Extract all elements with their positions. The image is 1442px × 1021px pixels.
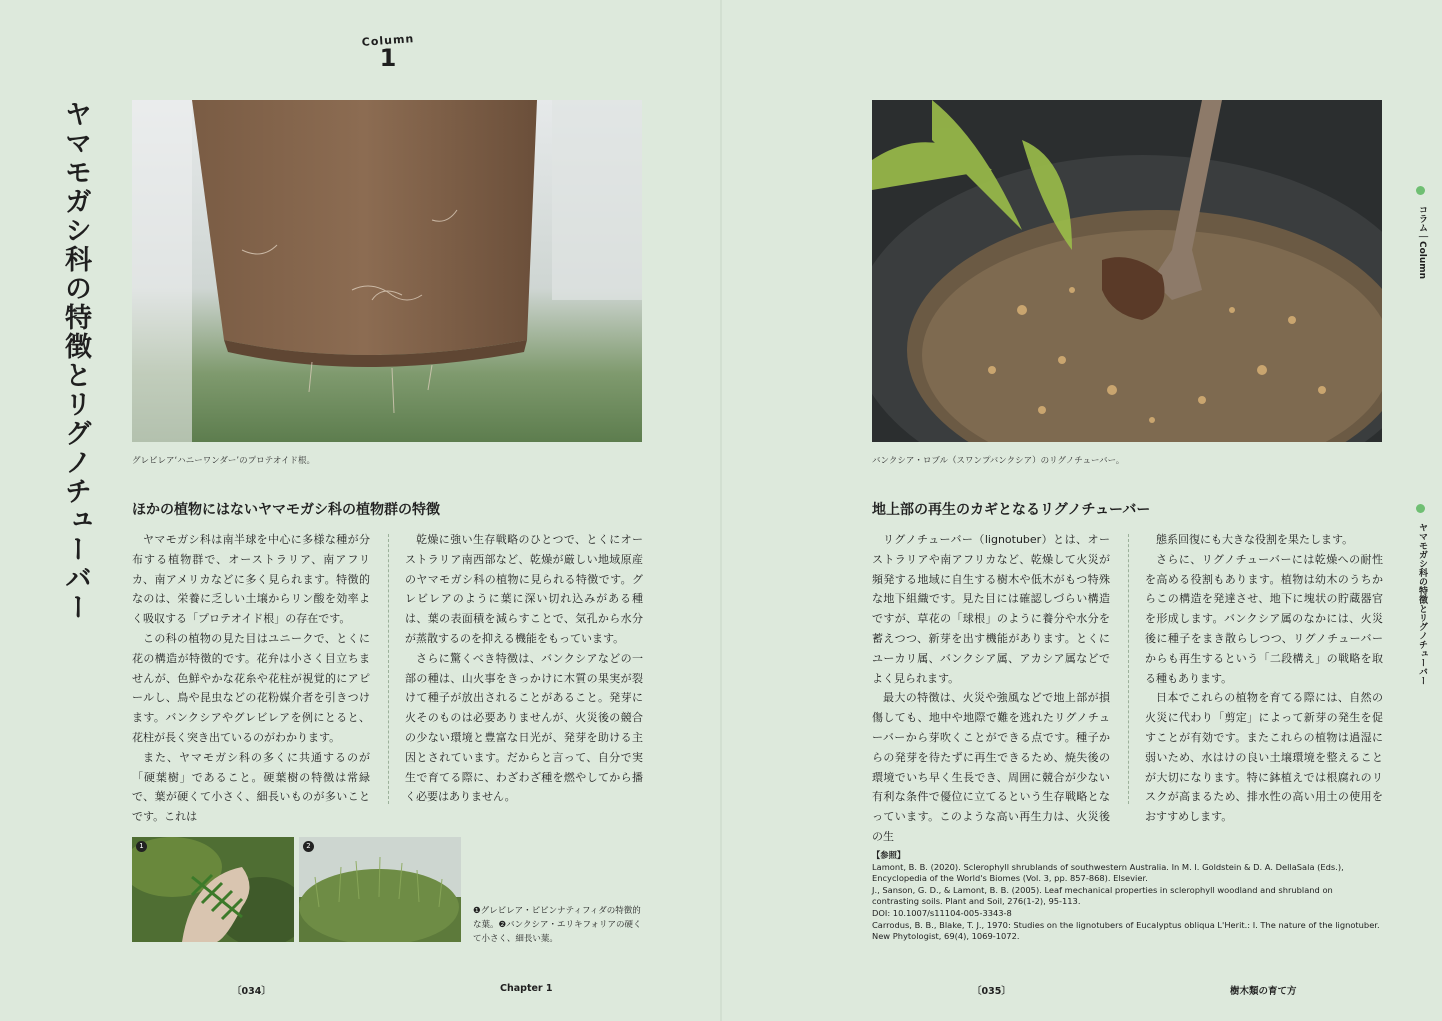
banksia-leaf-photo [299,837,461,942]
right-section-heading: 地上部の再生のカギとなるリグノチューバー [872,502,1151,518]
paragraph: また、ヤマモガシ科の多くに共通するのが「硬葉樹」であること。硬葉樹の特徴は常緑で、葉が硬くて小さく、細長いものが多いことです。これは [132,750,370,824]
side-tab-column [1416,180,1430,279]
paragraph: さらに驚くべき特徴は、バンクシアなどの一部の種は、山火事をきっかけに木質の果実が裂けて種子が放出されることがあること。発芽に火そのものは必要ありませんが、火災後の競合の少ない環境と豊富な日光が、発芽を助ける主因とされています。だからと言って、自分で実生で育てる際に、わざわざ種を燃やしてから播く必要はありません。 [405,651,643,804]
grevillea-leaf-photo [132,837,294,942]
column-badge-number: 1 [379,44,397,72]
right-photo-caption: バンクシア・ロブル（スワンプバンクシア）のリグノチューバー。 [872,456,1125,466]
lignotuber-photo [872,100,1382,442]
reference-item: DOI: 10.1007/s11104-005-3343-8 [872,907,1012,918]
paragraph: 乾燥に強い生存戦略のひとつで、とくにオーストラリア南西部など、乾燥が厳しい地域原産のヤマモガシ科の植物に見られる特徴です。グレビレアのように葉に深い切れ込みがある種は、葉の表面積を減らすことで、気孔から水分が蒸散するのを抑える機能をもっています。 [405,533,643,645]
left-page-number: 〔034〕 [232,986,271,997]
left-body-column-2 [405,530,643,807]
small-photos-caption: ❶グレビレア・ピピンナティフィダの特徴的な葉。❷バンクシア・エリキフォリアの硬くて小さく、細長い葉。 [473,906,642,944]
tab-dot-icon [1416,186,1425,195]
paragraph: 日本でこれらの植物を育てる際には、自然の火災に代わり「剪定」によって新芽の発生を促すことが有効です。またこれらの植物は過湿に弱いため、水はけの良い土壌環境を整えることが大切になります。特に鉢植えでは根腐れのリスクが高まるため、排水性の高い用土の使用をおすすめします。 [1145,691,1383,824]
paragraph: 最大の特徴は、火災や強風などで地上部が損傷しても、地中や地際で難を逃れたリグノチューバーから芽吹くことができる点です。種子からの発芽を待たずに再生できるため、焼失後の環境でいち早く生長でき、周囲に競合が少ない有利な条件で優位に立てるという生存戦略となっています。このような高い再生力は、火災後の生 [872,691,1110,843]
proteoid-root-photo [132,100,642,442]
paragraph: ヤマモガシ科は南半球を中心に多様な種が分布する植物群で、オーストラリア、南アフリカ、南アメリカなどに多く見られます。特徴的なのは、栄養に乏しい土壌からリン酸を効率よく吸収する「プロテオイド根」の存在です。 [132,533,370,626]
column-badge-word: Column [361,32,415,49]
paragraph: この科の植物の見た目はユニークで、とくに花の構造が特徴的です。花弁は小さく目立ちませんが、色鮮やかな花糸や花柱が視覚的にアピールし、鳥や昆虫などの花粉媒介者を引きつけます。バンクシアやグレビレアを例にとると、花柱が長く突き出ているのがわかります。 [132,631,370,744]
photo-number-badge: 1 [136,841,147,852]
book-title: 樹木類の育て方 [1230,986,1297,997]
reference-item: Lamont, B. B. (2020). Sclerophyll shrublands of southwestern Australia. In M. I. Goldstein & D. A. DellaSala (Eds.), Encyclopedia of the World's Biomes (Vol. 3, pp. 857-868). Elsevier. [872,861,1344,884]
column-divider [388,534,389,804]
right-page-number: 〔035〕 [972,986,1011,997]
left-photo-caption: グレビレア‘ハニーワンダー’のプロテオイド根。 [132,456,315,466]
side-tab-title [1416,498,1430,685]
reference-item: Carrodus, B. B., Blake, T. J., 1970: Studies on the lignotubers of Eucalyptus obliqua L'Herit.: I. The nature of the lignotuber. New Phytologist, 69(4), 1069-1072. [872,919,1380,942]
side-tab-title-label: ヤマモガシ科の特徴とリグノチューバー [1417,523,1427,685]
side-tab-column-label: コラム｜Column [1417,205,1427,280]
references-heading: 【参照】 [872,850,906,860]
page-gutter [720,0,722,1021]
column-badge [360,32,416,72]
left-section-heading: ほかの植物にはないヤマモガシ科の植物群の特徴 [132,502,440,518]
paragraph: さらに、リグノチューバーには乾燥への耐性を高める役割もあります。植物は幼木のうちからこの構造を発達させ、地下に塊状の貯蔵器官を形成します。バンクシア属のなかには、火災後に種子をまき散らしつつ、リグノチューバーからも再生するという「二段構え」の戦略を取る種もあります。 [1145,552,1383,685]
paragraph: リグノチューバー（lignotuber）とは、オーストラリアや南アフリカなど、乾燥して火災が頻発する地域に自生する樹木や低木がもつ特殊な地下組織です。見た目には確認しづらい構造ですが、草花の「球根」のように養分や水分を蓄えつつ、新芽を出す機能があります。とくにユーカリ属、バンクシア属、アカシア属などでよく見られます。 [872,533,1110,685]
references [872,850,1382,943]
right-body-column-2 [1145,530,1383,827]
left-body-column-1 [132,530,370,827]
right-body-column-1 [872,530,1110,847]
paragraph: 態系回復にも大きな役割を果たします。 [1156,533,1354,546]
column-divider [1128,534,1129,804]
chapter-label: Chapter 1 [500,983,553,994]
tab-dot-icon [1416,504,1425,513]
reference-item: J., Sanson, G. D., & Lamont, B. B. (2005). Leaf mechanical properties in sclerophyll woodland and shrubland on contrasting soils. Plant and Soil, 276(1-2), 95-113. [872,884,1333,907]
photo-number-badge: 2 [303,841,314,852]
page-title: ヤマモガシ科の特徴とリグノチューバー [60,100,91,622]
